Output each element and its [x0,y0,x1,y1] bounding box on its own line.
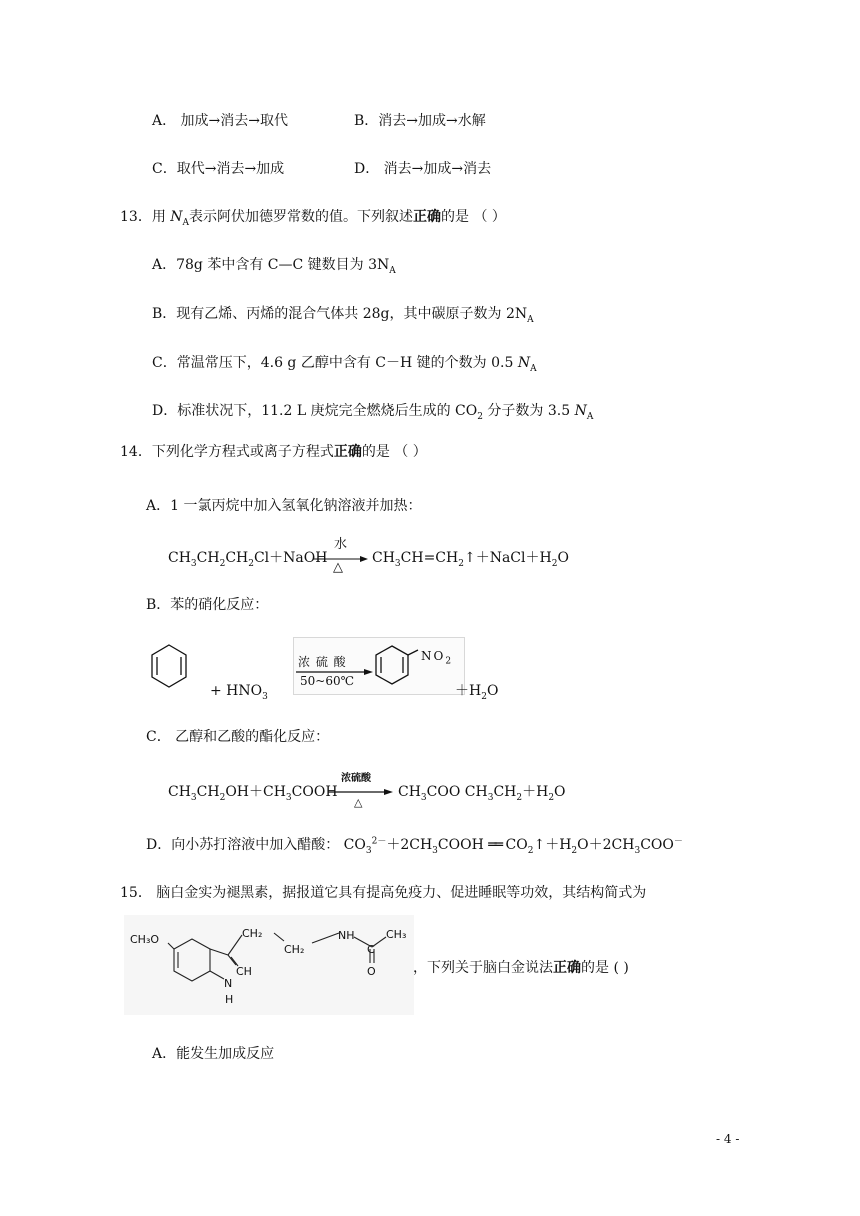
q15-line2-post: 的是 ( ) [581,960,629,976]
q13-option-a [152,256,396,274]
q12-option-b: B．消去→加成→水解 [354,113,486,129]
q13-stem [120,208,506,226]
q13-na-sub: A [182,217,190,228]
q13-na: N [170,209,183,225]
q14-eq-b-hno3-sub: 3 [262,691,268,702]
q14-bold: 正确 [333,444,362,460]
q14-eq-b-tail-o: O [486,683,499,699]
q14-eq-b-tail-sub: 2 [481,691,487,702]
mol-ch2a: CH₂ [242,927,263,940]
q13-d-n: N [574,403,587,419]
q14-eq-b-below: 50~60℃ [300,674,355,688]
q14-eq-b-above: 浓 硫 酸 [298,655,347,669]
q15-line2 [413,959,629,977]
q15-line2-bold: 正确 [553,960,581,976]
q14-eq-a-above: 水 [334,537,348,552]
mol-c: C [367,943,375,956]
q14-eq-c-below: △ [354,796,363,809]
mol-ch: CH [236,965,252,978]
q13-d-sub: A [586,411,594,422]
q15-stem: 15． 脑白金实为褪黑素，据报道它具有提高免疫力、促进睡眠等功效，其结构简式为 [120,885,647,901]
q14-eq-c-right: $CH_3COO$ $CH_3CH_2+H_2O$ [398,784,566,803]
mol-o: O [367,965,376,978]
mol-ch3o: CH₃O [130,933,160,946]
q14-stem [120,443,427,461]
q13-d-pre: D．标准状况下，11.2 L 庚烷完全燃烧后生成的 CO [152,403,478,419]
q13-post: 的是 （ ） [441,209,506,225]
melatonin-structure [124,915,414,1015]
q14-eq-b-no2-text: NO [421,649,446,663]
q14-eq-a-below: △ [333,560,343,575]
q14-eq-b-no2 [421,647,453,665]
q12-option-d: D． 消去→加成→消去 [354,161,492,177]
q14-eq-b-tail-h: ＋H [455,683,482,699]
mol-ch3: CH₃ [386,928,407,941]
q14-eq-c-left: $CH_3CH_2OH+CH_3COOH$ [168,784,338,803]
q12-option-a: A． 加成→消去→取代 [152,113,289,129]
mol-nh: NH [338,929,355,942]
q13-b-text: B．现有乙烯、丙烯的混合气体共 28g，其中碳原子数为 2N [152,306,528,322]
q13-c-sub: A [530,363,537,374]
q14-d-label: D．向小苏打溶液中加入醋酸： CO [146,837,366,853]
q14-eq-b-no2-sub: 2 [445,656,454,667]
mol-n: N [224,977,233,990]
q13-pre: 13．用 [120,209,171,225]
q14-option-c-label: C． 乙醇和乙酸的酯化反应： [146,729,330,745]
q14-option-d: D．向小苏打溶液中加入醋酸： $CO_3^{2-}+2CH_3COOH$ ══ $CO_2↑+H_2O+2CH_3COO^-$ [146,836,683,856]
q14-pre: 14．下列化学方程式或离子方程式 [120,444,334,460]
q13-option-c [152,354,537,372]
page-number: - 4 - [716,1132,740,1146]
q13-mid: 表示阿伏加德罗常数的值。下列叙述 [189,209,414,225]
q14-eq-b-hno3 [210,682,268,700]
q14-eq-b-plus: + HNO [210,683,263,699]
q13-c-text: C．常温常压下，4.6 g 乙醇中含有 C－H 键的个数为 0.5 [152,355,518,371]
q13-option-b [152,305,534,323]
q13-d-mid: 分子数为 3.5 [482,403,575,419]
q13-b-sub: A [527,314,534,325]
q13-a-text: A．78g 苯中含有 C—C 键数目为 3N [152,257,390,273]
q14-option-b-label: B．苯的硝化反应： [146,597,269,613]
q13-bold: 正确 [413,209,442,225]
q13-a-sub: A [389,265,396,276]
nitrobenzene-ring [374,644,414,690]
q13-option-d [152,402,593,420]
mol-h: H [225,993,234,1006]
q14-eq-a-left: $CH_3CH_2CH_2Cl+NaOH$ [168,550,328,569]
benzene-structure [150,643,190,691]
q15-line2-pre: ，下列关于脑白金说法 [413,960,553,976]
mol-ch2b: CH₂ [284,943,305,956]
q14-eq-b-tail [455,682,498,700]
q15-option-a: A．能发生加成反应 [152,1046,275,1062]
q14-option-a-label: A．1 一氯丙烷中加入氢氧化钠溶液并加热： [146,498,422,514]
q14-eq-c-above: 浓硫酸 [341,773,371,784]
q13-c-n: N [517,355,531,371]
q12-option-c: C．取代→消去→加成 [152,161,285,177]
q14-post: 的是 （ ） [361,444,427,460]
q13-d-co-sub: 2 [477,411,483,422]
q14-eq-a-right: $CH_3CH=CH_2↑+NaCl+H_2O$ [372,550,569,569]
